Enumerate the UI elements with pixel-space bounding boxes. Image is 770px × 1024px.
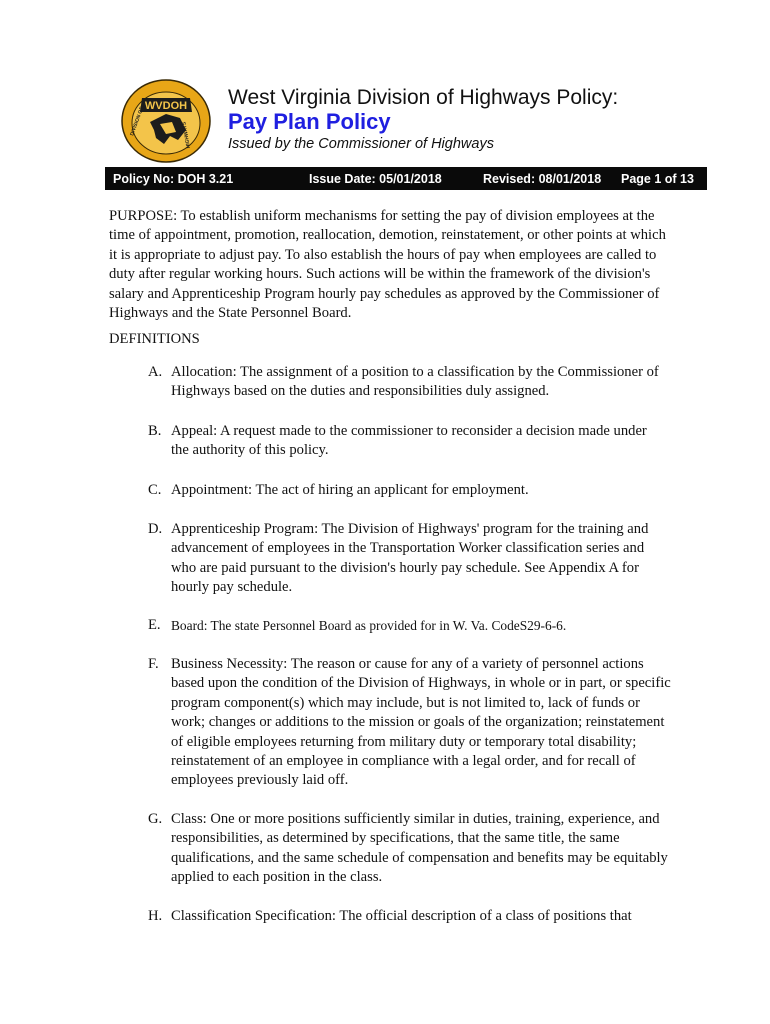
revised-date: Revised: 08/01/2018: [483, 172, 602, 186]
policy-header-title: West Virginia Division of Highways Policy:: [228, 86, 619, 109]
definition-line: who are paid pursuant to the division's hourly pay schedule. See Appendix A for: [171, 559, 639, 576]
definition-line: of eligible employees returning from military duty or temporary total disability;: [171, 733, 637, 750]
definition-line: Board: The state Personnel Board as provided for in W. Va. CodeS29-6-6.: [171, 618, 567, 633]
definition-line: Highways based on the duties and responsibilities duly assigned.: [171, 383, 550, 400]
purpose-line: Highways and the State Personnel Board.: [109, 305, 352, 322]
svg-text:DIVISION OF: DIVISION OF: [129, 106, 146, 137]
purpose-line: duty after regular working hours. Such actions will be within the framework of the division's: [109, 266, 651, 283]
definition-line: applied to each position in the class.: [171, 869, 383, 886]
definition-item: [148, 481, 680, 500]
definition-line: reinstatement of an employee in compliance with a legal order, and for recall of: [171, 753, 636, 770]
purpose-line: time of appointment, promotion, reallocation, demotion, reinstatement, or other points at which: [109, 227, 666, 244]
definition-item: [148, 907, 680, 926]
definition-line: the authority of this policy.: [171, 442, 329, 459]
page-indicator: Page 1 of 13: [621, 172, 694, 186]
definition-line: hourly pay schedule.: [171, 579, 293, 596]
definition-line: Apprenticeship Program: The Division of Highways' program for the training and: [171, 521, 649, 537]
policy-info-bar: [105, 167, 707, 190]
purpose-line: PURPOSE: To establish uniform mechanisms for setting the pay of division employees at the: [109, 208, 655, 224]
purpose-line: it is appropriate to adjust pay. To also establish the hours of pay when employees are called to: [109, 246, 657, 263]
definition-line: employees previously laid off.: [171, 772, 349, 789]
definition-item: [148, 810, 680, 888]
purpose-line: salary and Apprenticeship Program hourly pay schedules as approved by the Commissioner of: [109, 285, 660, 302]
definition-item: [148, 520, 680, 598]
definition-line: responsibilities, as determined by specifications, that the same title, the same: [171, 830, 620, 847]
definition-item: [148, 616, 680, 635]
definition-letter: F.: [148, 656, 159, 672]
purpose-paragraph: [109, 207, 681, 323]
definition-letter: E.: [148, 617, 161, 633]
definition-line: Business Necessity: The reason or cause for any of a variety of personnel actions: [171, 656, 644, 672]
svg-text:WVDOH: WVDOH: [144, 100, 188, 112]
definition-letter: D.: [148, 521, 163, 537]
definition-line: advancement of employees in the Transportation Worker classification series and: [171, 540, 645, 557]
policy-name: Pay Plan Policy: [228, 109, 391, 134]
definition-letter: B.: [148, 423, 162, 439]
definition-item: [148, 363, 680, 402]
definition-item: [148, 655, 680, 791]
definition-line: program component(s) which may include, but is not limited to, lack of funds or: [171, 694, 640, 711]
policy-number: Policy No: DOH 3.21: [113, 172, 234, 186]
definition-letter: A.: [148, 364, 163, 380]
definition-line: Allocation: The assignment of a position to a classification by the Commissioner of: [171, 364, 659, 380]
definitions-heading: DEFINITIONS: [109, 331, 200, 347]
definition-letter: C.: [148, 482, 162, 498]
definition-line: qualifications, and the same schedule of compensation and benefits may be equitably: [171, 849, 668, 866]
definition-line: work; changes or additions to the mission or goals of the organization; reinstatement: [171, 714, 665, 731]
definition-line: based upon the condition of the Division of Highways, in whole or in part, or specific: [171, 675, 671, 692]
definition-item: [148, 422, 680, 461]
issue-date: Issue Date: 05/01/2018: [309, 172, 442, 186]
definition-line: Appeal: A request made to the commissioner to reconsider a decision made under: [171, 423, 647, 439]
definition-line: Class: One or more positions sufficiently similar in duties, training, experience, and: [171, 811, 660, 827]
svg-text:HIGHWAYS: HIGHWAYS: [181, 121, 192, 149]
wvdoh-seal-logo: [120, 78, 212, 164]
definition-letter: G.: [148, 811, 163, 827]
definition-letter: H.: [148, 908, 163, 924]
definition-line: Appointment: The act of hiring an applicant for employment.: [171, 482, 529, 498]
issued-by: Issued by the Commissioner of Highways: [228, 136, 494, 152]
definition-line: Classification Specification: The official description of a class of positions that: [171, 908, 632, 924]
